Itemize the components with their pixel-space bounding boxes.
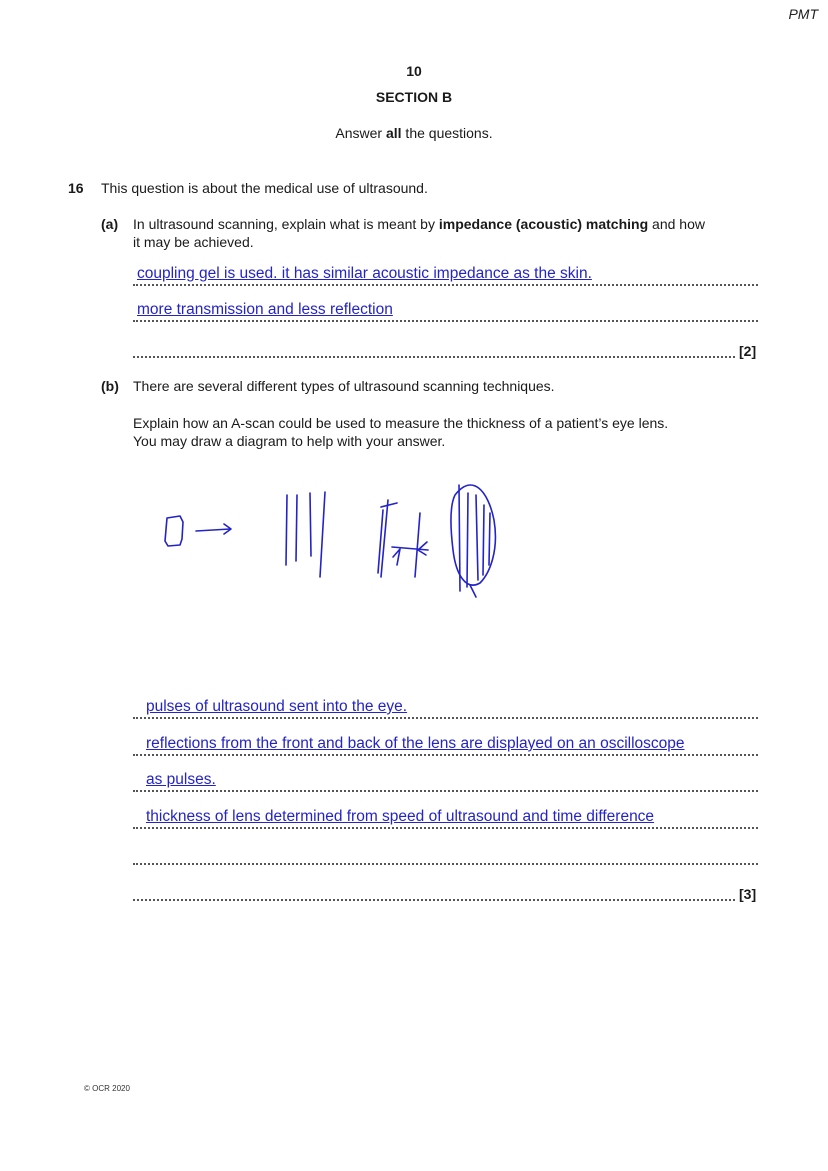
answer-line-b4[interactable] bbox=[133, 807, 758, 829]
part-a-label: (a) bbox=[101, 216, 119, 232]
part-b-question: There are several different types of ultrasound scanning techniques. bbox=[133, 378, 555, 394]
handdrawn-diagram bbox=[150, 465, 520, 605]
handwritten-answer: coupling gel is used. it has similar acoustic impedance as the skin. bbox=[137, 265, 592, 282]
marks-a: [2] bbox=[739, 343, 757, 359]
part-a-question-line2: it may be achieved. bbox=[133, 234, 254, 250]
arrow-sketch bbox=[196, 529, 230, 531]
answer-line-b2[interactable] bbox=[133, 734, 758, 756]
question-number: 16 bbox=[68, 180, 84, 196]
question-intro: This question is about the medical use of ultrasound. bbox=[101, 180, 428, 196]
part-b-prompt-line1: Explain how an A-scan could be used to measure the thickness of a patient’s eye lens. bbox=[133, 415, 669, 431]
answer-line-b1[interactable] bbox=[133, 697, 758, 719]
part-b-prompt-line2: You may draw a diagram to help with your answer. bbox=[133, 433, 446, 449]
wave-line-sketch bbox=[286, 495, 287, 565]
answer-line-a2[interactable] bbox=[133, 300, 758, 322]
part-b-label: (b) bbox=[101, 378, 119, 394]
transducer-sketch bbox=[165, 516, 183, 546]
pmt-label: PMT bbox=[788, 6, 818, 22]
handwritten-answer: thickness of lens determined from speed of ultrasound and time difference bbox=[146, 808, 655, 825]
page-number: 10 bbox=[406, 63, 422, 79]
eye-lens-sketch bbox=[451, 485, 495, 585]
answer-line-b6[interactable] bbox=[133, 879, 735, 901]
handwritten-answer: pulses of ultrasound sent into the eye. bbox=[146, 698, 408, 715]
section-title: SECTION B bbox=[375, 89, 453, 105]
marks-b: [3] bbox=[739, 886, 757, 902]
handwritten-answer: reflections from the front and back of the lens are displayed on an oscilloscope bbox=[146, 735, 685, 752]
handwritten-answer: as pulses. bbox=[146, 771, 216, 788]
handwritten-answer: more transmission and less reflection bbox=[137, 301, 393, 318]
part-a-question: In ultrasound scanning, explain what is meant by impedance (acoustic) matching and how bbox=[133, 216, 705, 232]
answer-line-a1[interactable] bbox=[133, 264, 758, 286]
answer-line-b5[interactable] bbox=[133, 843, 758, 865]
answer-line-a3[interactable] bbox=[133, 336, 735, 358]
instructions: Answer all the questions. bbox=[335, 125, 493, 141]
copyright: © OCR 2020 bbox=[84, 1084, 130, 1093]
answer-line-b3[interactable] bbox=[133, 770, 758, 792]
